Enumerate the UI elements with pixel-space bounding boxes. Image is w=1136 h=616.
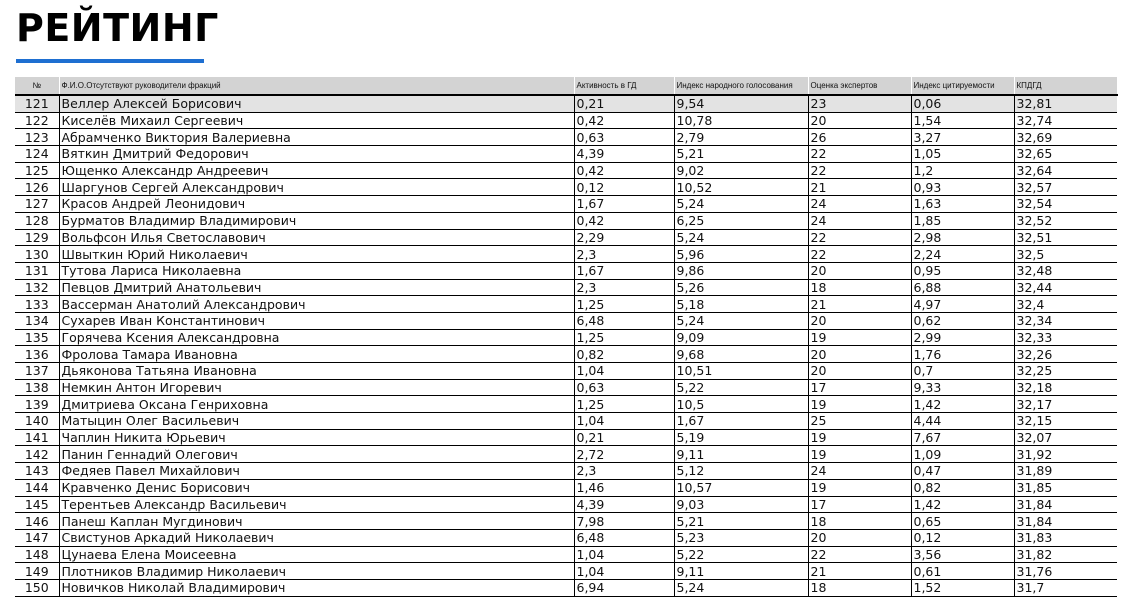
cell-kpdgd: 32,65: [1014, 146, 1117, 163]
cell-kpdgd: 31,84: [1014, 513, 1117, 530]
cell-expert-rating: 22: [808, 246, 911, 263]
cell-number: 125: [15, 162, 59, 179]
cell-name: Вассерман Анатолий Александрович: [59, 296, 574, 313]
cell-kpdgd: 31,84: [1014, 496, 1117, 513]
cell-name: Дмитриева Оксана Генриховна: [59, 396, 574, 413]
cell-name: Швыткин Юрий Николаевич: [59, 246, 574, 263]
cell-citation-index: 2,24: [911, 246, 1014, 263]
cell-kpdgd: 32,17: [1014, 396, 1117, 413]
cell-popular-vote-index: 9,02: [674, 162, 808, 179]
cell-popular-vote-index: 9,03: [674, 496, 808, 513]
cell-kpdgd: 32,69: [1014, 129, 1117, 146]
cell-kpdgd: 32,54: [1014, 196, 1117, 213]
cell-number: 131: [15, 262, 59, 279]
cell-citation-index: 0,47: [911, 463, 1014, 480]
cell-activity: 1,04: [574, 363, 674, 380]
cell-popular-vote-index: 5,18: [674, 296, 808, 313]
cell-activity: 2,3: [574, 279, 674, 296]
cell-kpdgd: 31,92: [1014, 446, 1117, 463]
table-row: [15, 229, 1117, 246]
cell-name: Федяев Павел Михайлович: [59, 463, 574, 480]
cell-kpdgd: 31,82: [1014, 546, 1117, 563]
cell-number: 150: [15, 579, 59, 596]
cell-citation-index: 4,97: [911, 296, 1014, 313]
cell-name: Свистунов Аркадий Николаевич: [59, 529, 574, 546]
table-row: [15, 363, 1117, 380]
cell-name: Вяткин Дмитрий Федорович: [59, 146, 574, 163]
cell-number: 138: [15, 379, 59, 396]
cell-expert-rating: 17: [808, 496, 911, 513]
cell-activity: 1,25: [574, 296, 674, 313]
cell-kpdgd: 32,26: [1014, 346, 1117, 363]
cell-number: 123: [15, 129, 59, 146]
header-number: №: [15, 77, 59, 95]
cell-name: Вольфсон Илья Светославович: [59, 229, 574, 246]
table-row: [15, 579, 1117, 596]
cell-citation-index: 1,2: [911, 162, 1014, 179]
cell-name: Сухарев Иван Константинович: [59, 312, 574, 329]
table-row: [15, 279, 1117, 296]
cell-popular-vote-index: 9,11: [674, 563, 808, 580]
cell-kpdgd: 31,76: [1014, 563, 1117, 580]
cell-popular-vote-index: 5,24: [674, 229, 808, 246]
cell-name: Веллер Алексей Борисович: [59, 95, 574, 112]
cell-popular-vote-index: 10,57: [674, 479, 808, 496]
cell-name: Певцов Дмитрий Анатольевич: [59, 279, 574, 296]
cell-expert-rating: 20: [808, 346, 911, 363]
cell-citation-index: 0,06: [911, 95, 1014, 112]
cell-activity: 2,72: [574, 446, 674, 463]
cell-kpdgd: 31,7: [1014, 579, 1117, 596]
table-row: [15, 312, 1117, 329]
cell-kpdgd: 32,25: [1014, 363, 1117, 380]
cell-name: Терентьев Александр Васильевич: [59, 496, 574, 513]
cell-number: 121: [15, 95, 59, 112]
cell-expert-rating: 21: [808, 563, 911, 580]
cell-popular-vote-index: 10,51: [674, 363, 808, 380]
cell-citation-index: 7,67: [911, 429, 1014, 446]
cell-expert-rating: 20: [808, 363, 911, 380]
cell-citation-index: 1,09: [911, 446, 1014, 463]
table-row: [15, 95, 1117, 112]
table-row: [15, 479, 1117, 496]
table-row: [15, 162, 1117, 179]
cell-popular-vote-index: 5,21: [674, 513, 808, 530]
cell-activity: 0,42: [574, 112, 674, 129]
cell-citation-index: 6,88: [911, 279, 1014, 296]
cell-number: 140: [15, 413, 59, 430]
cell-expert-rating: 20: [808, 529, 911, 546]
cell-popular-vote-index: 5,26: [674, 279, 808, 296]
cell-number: 126: [15, 179, 59, 196]
cell-number: 124: [15, 146, 59, 163]
cell-popular-vote-index: 9,68: [674, 346, 808, 363]
cell-expert-rating: 18: [808, 279, 911, 296]
table-row: [15, 513, 1117, 530]
cell-activity: 0,63: [574, 129, 674, 146]
cell-number: 136: [15, 346, 59, 363]
cell-number: 147: [15, 529, 59, 546]
cell-number: 145: [15, 496, 59, 513]
cell-number: 132: [15, 279, 59, 296]
cell-activity: 1,04: [574, 563, 674, 580]
header-popular-vote-index: Индекс народного голосования: [674, 77, 808, 95]
cell-expert-rating: 20: [808, 112, 911, 129]
cell-citation-index: 0,62: [911, 312, 1014, 329]
cell-popular-vote-index: 5,24: [674, 196, 808, 213]
cell-kpdgd: 32,57: [1014, 179, 1117, 196]
cell-expert-rating: 19: [808, 479, 911, 496]
cell-name: Матыцин Олег Васильевич: [59, 413, 574, 430]
cell-activity: 4,39: [574, 146, 674, 163]
cell-citation-index: 1,42: [911, 396, 1014, 413]
cell-citation-index: 3,56: [911, 546, 1014, 563]
cell-citation-index: 1,85: [911, 212, 1014, 229]
table-row: [15, 446, 1117, 463]
cell-name: Киселёв Михаил Сергеевич: [59, 112, 574, 129]
cell-number: 139: [15, 396, 59, 413]
cell-number: 141: [15, 429, 59, 446]
cell-citation-index: 0,65: [911, 513, 1014, 530]
cell-kpdgd: 31,89: [1014, 463, 1117, 480]
cell-activity: 2,3: [574, 463, 674, 480]
cell-citation-index: 4,44: [911, 413, 1014, 430]
cell-activity: 1,25: [574, 396, 674, 413]
cell-citation-index: 0,61: [911, 563, 1014, 580]
cell-activity: 0,21: [574, 95, 674, 112]
cell-kpdgd: 32,64: [1014, 162, 1117, 179]
cell-activity: 2,3: [574, 246, 674, 263]
cell-activity: 0,21: [574, 429, 674, 446]
cell-citation-index: 0,95: [911, 262, 1014, 279]
cell-popular-vote-index: 6,25: [674, 212, 808, 229]
cell-name: Дьяконова Татьяна Ивановна: [59, 363, 574, 380]
cell-citation-index: 0,7: [911, 363, 1014, 380]
cell-popular-vote-index: 9,11: [674, 446, 808, 463]
cell-activity: 1,04: [574, 546, 674, 563]
header-expert-rating: Оценка экспертов: [808, 77, 911, 95]
cell-expert-rating: 25: [808, 413, 911, 430]
cell-expert-rating: 21: [808, 179, 911, 196]
cell-name: Ющенко Александр Андреевич: [59, 162, 574, 179]
cell-expert-rating: 19: [808, 446, 911, 463]
cell-name: Новичков Николай Владимирович: [59, 579, 574, 596]
cell-popular-vote-index: 5,12: [674, 463, 808, 480]
cell-name: Абрамченко Виктория Валериевна: [59, 129, 574, 146]
cell-activity: 1,67: [574, 196, 674, 213]
cell-activity: 7,98: [574, 513, 674, 530]
page-title: РЕЙТИНГ: [16, 6, 219, 50]
cell-kpdgd: 32,74: [1014, 112, 1117, 129]
cell-activity: 6,94: [574, 579, 674, 596]
cell-activity: 0,42: [574, 212, 674, 229]
cell-activity: 1,67: [574, 262, 674, 279]
cell-kpdgd: 32,48: [1014, 262, 1117, 279]
header-row: [15, 77, 1117, 95]
cell-activity: 1,04: [574, 413, 674, 430]
cell-kpdgd: 32,81: [1014, 95, 1117, 112]
cell-activity: 4,39: [574, 496, 674, 513]
cell-number: 143: [15, 463, 59, 480]
cell-number: 129: [15, 229, 59, 246]
cell-citation-index: 0,12: [911, 529, 1014, 546]
cell-popular-vote-index: 9,54: [674, 95, 808, 112]
table-row: [15, 563, 1117, 580]
table-row: [15, 413, 1117, 430]
table-row: [15, 496, 1117, 513]
cell-activity: 6,48: [574, 312, 674, 329]
cell-number: 146: [15, 513, 59, 530]
cell-citation-index: 2,99: [911, 329, 1014, 346]
cell-citation-index: 0,82: [911, 479, 1014, 496]
cell-popular-vote-index: 5,24: [674, 579, 808, 596]
cell-popular-vote-index: 5,96: [674, 246, 808, 263]
cell-expert-rating: 24: [808, 463, 911, 480]
cell-popular-vote-index: 9,86: [674, 262, 808, 279]
table-row: [15, 212, 1117, 229]
cell-number: 148: [15, 546, 59, 563]
table-row: [15, 546, 1117, 563]
table-row: [15, 329, 1117, 346]
cell-activity: 2,29: [574, 229, 674, 246]
cell-number: 127: [15, 196, 59, 213]
cell-citation-index: 1,76: [911, 346, 1014, 363]
table-row: [15, 379, 1117, 396]
cell-popular-vote-index: 5,23: [674, 529, 808, 546]
cell-expert-rating: 17: [808, 379, 911, 396]
table-row: [15, 146, 1117, 163]
cell-popular-vote-index: 5,24: [674, 312, 808, 329]
cell-expert-rating: 20: [808, 262, 911, 279]
cell-name: Цунаева Елена Моисеевна: [59, 546, 574, 563]
cell-expert-rating: 24: [808, 212, 911, 229]
cell-number: 142: [15, 446, 59, 463]
cell-kpdgd: 32,34: [1014, 312, 1117, 329]
cell-kpdgd: 31,83: [1014, 529, 1117, 546]
table-row: [15, 296, 1117, 313]
cell-citation-index: 1,52: [911, 579, 1014, 596]
cell-citation-index: 3,27: [911, 129, 1014, 146]
cell-popular-vote-index: 5,21: [674, 146, 808, 163]
table-row: [15, 346, 1117, 363]
cell-citation-index: 2,98: [911, 229, 1014, 246]
cell-name: Тутова Лариса Николаевна: [59, 262, 574, 279]
cell-popular-vote-index: 5,19: [674, 429, 808, 446]
rating-table: [15, 77, 1118, 597]
cell-kpdgd: 32,44: [1014, 279, 1117, 296]
cell-activity: 0,82: [574, 346, 674, 363]
cell-popular-vote-index: 2,79: [674, 129, 808, 146]
table-row: [15, 529, 1117, 546]
cell-activity: 1,25: [574, 329, 674, 346]
cell-number: 134: [15, 312, 59, 329]
cell-expert-rating: 18: [808, 579, 911, 596]
cell-expert-rating: 23: [808, 95, 911, 112]
title-underline: [16, 59, 204, 63]
cell-name: Фролова Тамара Ивановна: [59, 346, 574, 363]
cell-name: Бурматов Владимир Владимирович: [59, 212, 574, 229]
header-kpdgd: КПДГД: [1014, 77, 1117, 95]
cell-name: Плотников Владимир Николаевич: [59, 563, 574, 580]
table-row: [15, 396, 1117, 413]
cell-popular-vote-index: 10,52: [674, 179, 808, 196]
cell-popular-vote-index: 5,22: [674, 379, 808, 396]
cell-expert-rating: 22: [808, 146, 911, 163]
cell-name: Кравченко Денис Борисович: [59, 479, 574, 496]
cell-kpdgd: 32,52: [1014, 212, 1117, 229]
cell-number: 137: [15, 363, 59, 380]
cell-activity: 6,48: [574, 529, 674, 546]
cell-popular-vote-index: 10,78: [674, 112, 808, 129]
table-row: [15, 112, 1117, 129]
cell-kpdgd: 32,15: [1014, 413, 1117, 430]
cell-citation-index: 9,33: [911, 379, 1014, 396]
cell-activity: 0,12: [574, 179, 674, 196]
cell-name: Панин Геннадий Олегович: [59, 446, 574, 463]
table-row: [15, 246, 1117, 263]
table-row: [15, 463, 1117, 480]
cell-name: Чаплин Никита Юрьевич: [59, 429, 574, 446]
cell-kpdgd: 32,18: [1014, 379, 1117, 396]
cell-name: Панеш Каплан Мугдинович: [59, 513, 574, 530]
cell-citation-index: 1,05: [911, 146, 1014, 163]
cell-number: 133: [15, 296, 59, 313]
cell-name: Немкин Антон Игоревич: [59, 379, 574, 396]
cell-citation-index: 1,42: [911, 496, 1014, 513]
table-header: [15, 77, 1117, 95]
cell-number: 149: [15, 563, 59, 580]
cell-popular-vote-index: 1,67: [674, 413, 808, 430]
cell-kpdgd: 32,51: [1014, 229, 1117, 246]
cell-activity: 1,46: [574, 479, 674, 496]
cell-expert-rating: 22: [808, 546, 911, 563]
cell-number: 144: [15, 479, 59, 496]
table-body: [15, 95, 1117, 596]
table-row: [15, 196, 1117, 213]
header-citation-index: Индекс цитируемости: [911, 77, 1014, 95]
cell-expert-rating: 22: [808, 162, 911, 179]
cell-name: Красов Андрей Леонидович: [59, 196, 574, 213]
cell-number: 135: [15, 329, 59, 346]
header-name: Ф.И.О.Отсутствуют руководители фракций: [59, 77, 574, 95]
cell-name: Шаргунов Сергей Александрович: [59, 179, 574, 196]
cell-name: Горячева Ксения Александровна: [59, 329, 574, 346]
table-row: [15, 262, 1117, 279]
header-activity: Активность в ГД: [574, 77, 674, 95]
cell-expert-rating: 19: [808, 329, 911, 346]
table-row: [15, 129, 1117, 146]
cell-expert-rating: 20: [808, 312, 911, 329]
cell-citation-index: 1,54: [911, 112, 1014, 129]
cell-kpdgd: 32,4: [1014, 296, 1117, 313]
cell-kpdgd: 31,85: [1014, 479, 1117, 496]
cell-popular-vote-index: 9,09: [674, 329, 808, 346]
cell-expert-rating: 24: [808, 196, 911, 213]
cell-expert-rating: 19: [808, 396, 911, 413]
cell-kpdgd: 32,5: [1014, 246, 1117, 263]
cell-citation-index: 1,63: [911, 196, 1014, 213]
cell-activity: 0,63: [574, 379, 674, 396]
cell-expert-rating: 21: [808, 296, 911, 313]
cell-number: 128: [15, 212, 59, 229]
cell-expert-rating: 26: [808, 129, 911, 146]
cell-kpdgd: 32,07: [1014, 429, 1117, 446]
cell-kpdgd: 32,33: [1014, 329, 1117, 346]
cell-popular-vote-index: 5,22: [674, 546, 808, 563]
cell-activity: 0,42: [574, 162, 674, 179]
table-row: [15, 429, 1117, 446]
cell-expert-rating: 18: [808, 513, 911, 530]
cell-expert-rating: 22: [808, 229, 911, 246]
table-row: [15, 179, 1117, 196]
cell-citation-index: 0,93: [911, 179, 1014, 196]
cell-popular-vote-index: 10,5: [674, 396, 808, 413]
cell-expert-rating: 19: [808, 429, 911, 446]
cell-number: 130: [15, 246, 59, 263]
cell-number: 122: [15, 112, 59, 129]
